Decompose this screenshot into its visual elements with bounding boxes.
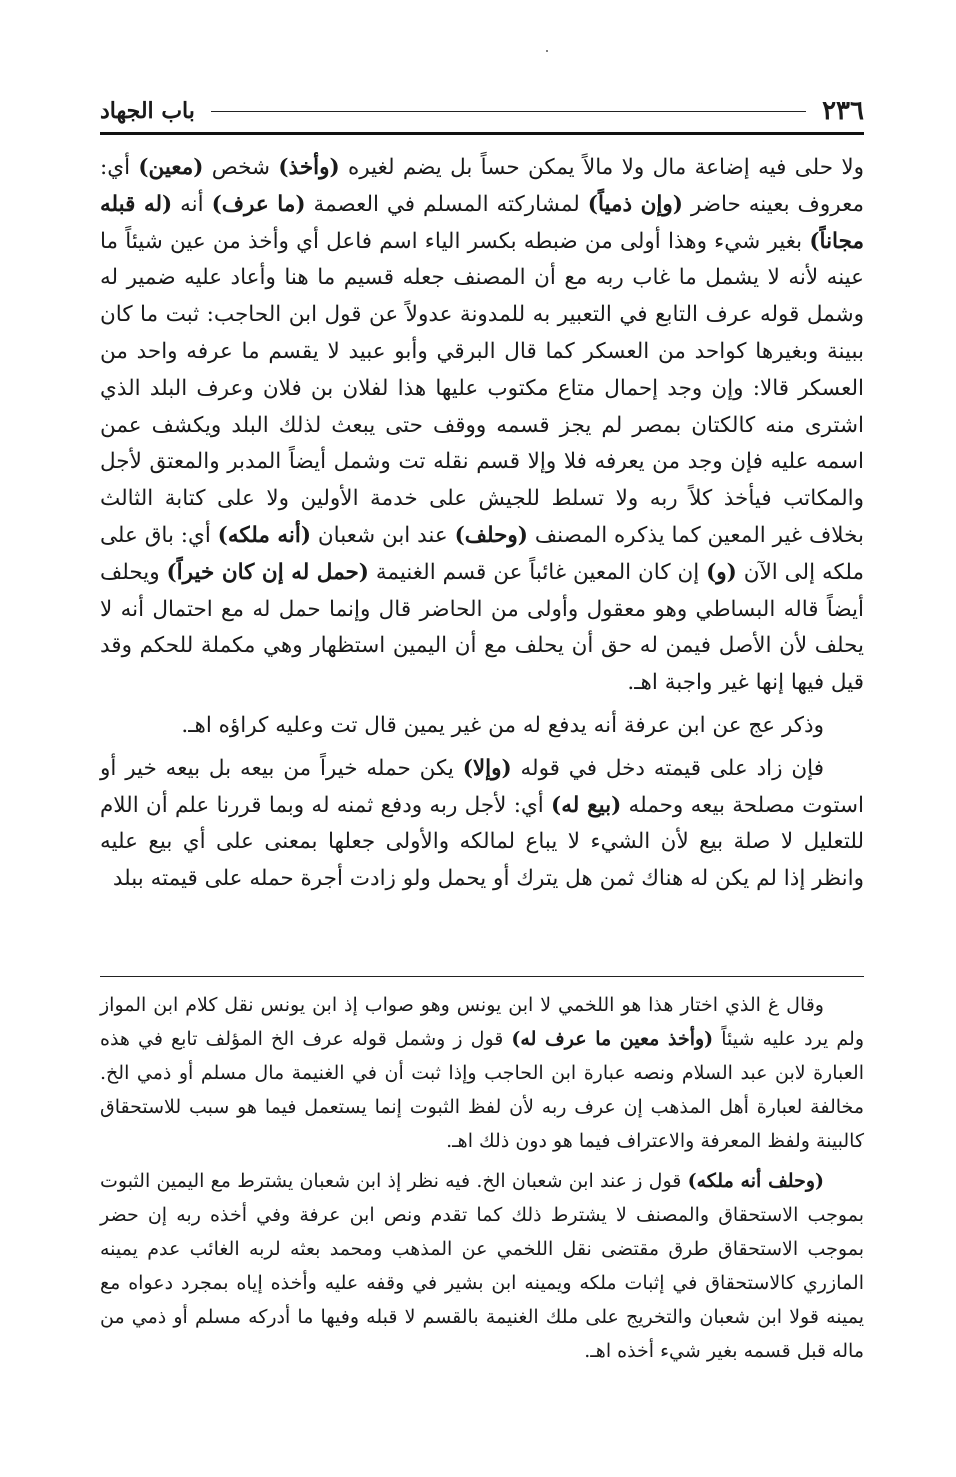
text-run: فإن زاد على قيمته دخل في قوله (511, 755, 824, 781)
bold-term: (و) (706, 559, 737, 585)
page-header (100, 96, 864, 126)
bold-term: (وإلا) (462, 755, 512, 781)
text-run: أي: لأجل ربه ودفع ثمنه له وبما قررنا علم أن اللام للتعليل لا صلة بيع لأن الشيء لا يباع لمالكه والأولى جعلها بمعنى على أي بيع عليه وانظر إذا لم يكن له هناك ثمن هل يترك أو يحمل ولو زادت أجرة حمله على قيمته ببلد (100, 792, 864, 892)
text-run: أنه (172, 191, 212, 217)
text-run: شخص (203, 155, 279, 180)
footnote-2 (100, 1164, 864, 1368)
footnotes (100, 988, 864, 1368)
bold-term: (بيع له) (551, 792, 622, 818)
bold-term: (أنه ملكه) (217, 522, 312, 548)
bold-term: (معين) (138, 155, 204, 180)
page-speck (546, 50, 548, 52)
main-text (100, 150, 864, 898)
bold-term: (وحلف) (454, 522, 528, 548)
footnote-1 (100, 988, 864, 1158)
text-run: عند ابن شعبان (311, 522, 455, 548)
text-run: قول ز عند ابن شعبان الخ. فيه نظر إذ ابن شعبان يشترط مع اليمين الثبوت بموجب الاستحقاق والمصنف لا يشترط ذلك كما تقدم ونص ابن عرفة وفي أخذه ربه إن حضر بموجب الاستحقاق طرق مقتضى نقل اللخمي عن المذهب ومحمد بعثه لربه الغائب عدم يمينه المازري كالاستحقاق في إثبات ملكه ويمينه ابن بشير في وقفه عليه وأخذه إياه بمجرد دعواه مع يمينه قولا ابن شعبان والتخريج على ملك الغنيمة بالقسم لا قبله وفيها ما أدركه مسلم أو ذمي من ماله قبل قسمه بغير شيء أخذه اهـ. (100, 1170, 864, 1362)
bold-term: (وإن ذمياً) (587, 191, 683, 217)
bold-term: (حمل له إن كان خيراً) (166, 559, 369, 585)
chapter-title: باب الجهاد (100, 98, 195, 124)
header-rule (100, 132, 864, 135)
main-paragraph-2: وذكر عج عن ابن عرفة أنه يدفع له من غير يمين قال تت وعليه كراؤه اهـ. (181, 712, 824, 738)
text-run: أي: معروف بعينه حاضر (100, 155, 864, 217)
text-run: بغير شيء وهذا أولى من ضبطه بكسر الياء اسم فاعل أي وأخذ من عين شيئاً ما عينه لأنه لا يشمل ما غاب ربه مع أن المصنف جعله قسيم ما هنا وأعاد عليه ضمير له وشمل قوله عرف التابع في التعبير به للمدونة عدولاً عن قول ابن الحاجب: ثبت ما كان ببينة وبغيرها كواحد من العسكر كما قال البرقي وأبو عبيد لا يقسم ما عرفه واحد من العسكر قالا: وإن وجد إحمال متاع مكتوب عليها هذا لفلان بن فلان وعرف البلد الذي اشترى منه كالكتان بمصر لم يجز قسمه ووقف حتى يبعث لذلك البلد ويكشف عمن اسمه عليه فإن وجد من يعرفه فلا وإلا قسم نقله تت وشمل أيضاً المدبر والمعتق لأجل والمكاتب فيأخذ كلاً ربه ولا تسلط للجيش على خدمة الأولين ولا على كتابة الثالث بخلاف غير المعين كما يذكره المصنف (100, 228, 864, 548)
bold-term: (وأخذ معين ما عرف له) (511, 1028, 714, 1050)
text-run: ويحلف أيضاً قاله البساطي وهو معقول وأولى من الحاضر قال وإنما حمل له مع احتمال أنه لا يحلف لأن الأصل فيمن له حق أن يحلف مع أن اليمين استظهار وهي مكملة للحكم وقد قيل فيها إنها غير واجبة اهـ. (100, 559, 864, 696)
text-run: ولا حلى فيه إضاعة مال ولا مالاً يمكن حساً بل يضم لغيره (339, 155, 864, 180)
text-run: قول ز وشمل قوله عرف الخ المؤلف تابع في هذه العبارة لابن عبد السلام ونصه عبارة ابن الحاجب وإذا ثبت أن في الغنيمة مال مسلم أو ذمي الخ. مخالفة لعبارة أهل المذهب إن عرف ربه لأن لفظ الثبوت إنما يستعمل فيما هو سبب للاستحقاق كالبينة ولفظ المعرفة والاعتراف فيما هو دون ذلك اهـ. (100, 1028, 864, 1152)
footnote-rule (100, 976, 864, 977)
text-run: يكن حمله خيراً من بيعه بل بيعه خير أو استوت مصلحة بيعه وحمله (100, 755, 864, 818)
bold-term: (وحلف أنه ملكه) (687, 1170, 824, 1192)
text-run: إن كان المعين غائباً عن قسم الغنيمة (368, 559, 707, 585)
main-paragraph-1 (100, 150, 864, 702)
text-run: لمشاركته المسلم في العصمة (305, 191, 588, 217)
text-run: أي: باق على ملكه إلى الآن (100, 522, 864, 585)
bold-term: (وأخذ) (278, 155, 340, 180)
main-paragraph-3 (100, 751, 864, 898)
bold-term: (ما عرف) (211, 191, 306, 217)
header-divider (211, 111, 806, 112)
bold-term: (له قبله مجاناً) (100, 191, 864, 254)
page-number: ٢٣٦ (822, 96, 864, 126)
text-run: وقال غ الذي اختار هذا هو اللخمي لا ابن يونس وهو صواب إذ ابن يونس نقل كلام ابن المواز ولم يرد عليه شيئاً (100, 994, 864, 1050)
